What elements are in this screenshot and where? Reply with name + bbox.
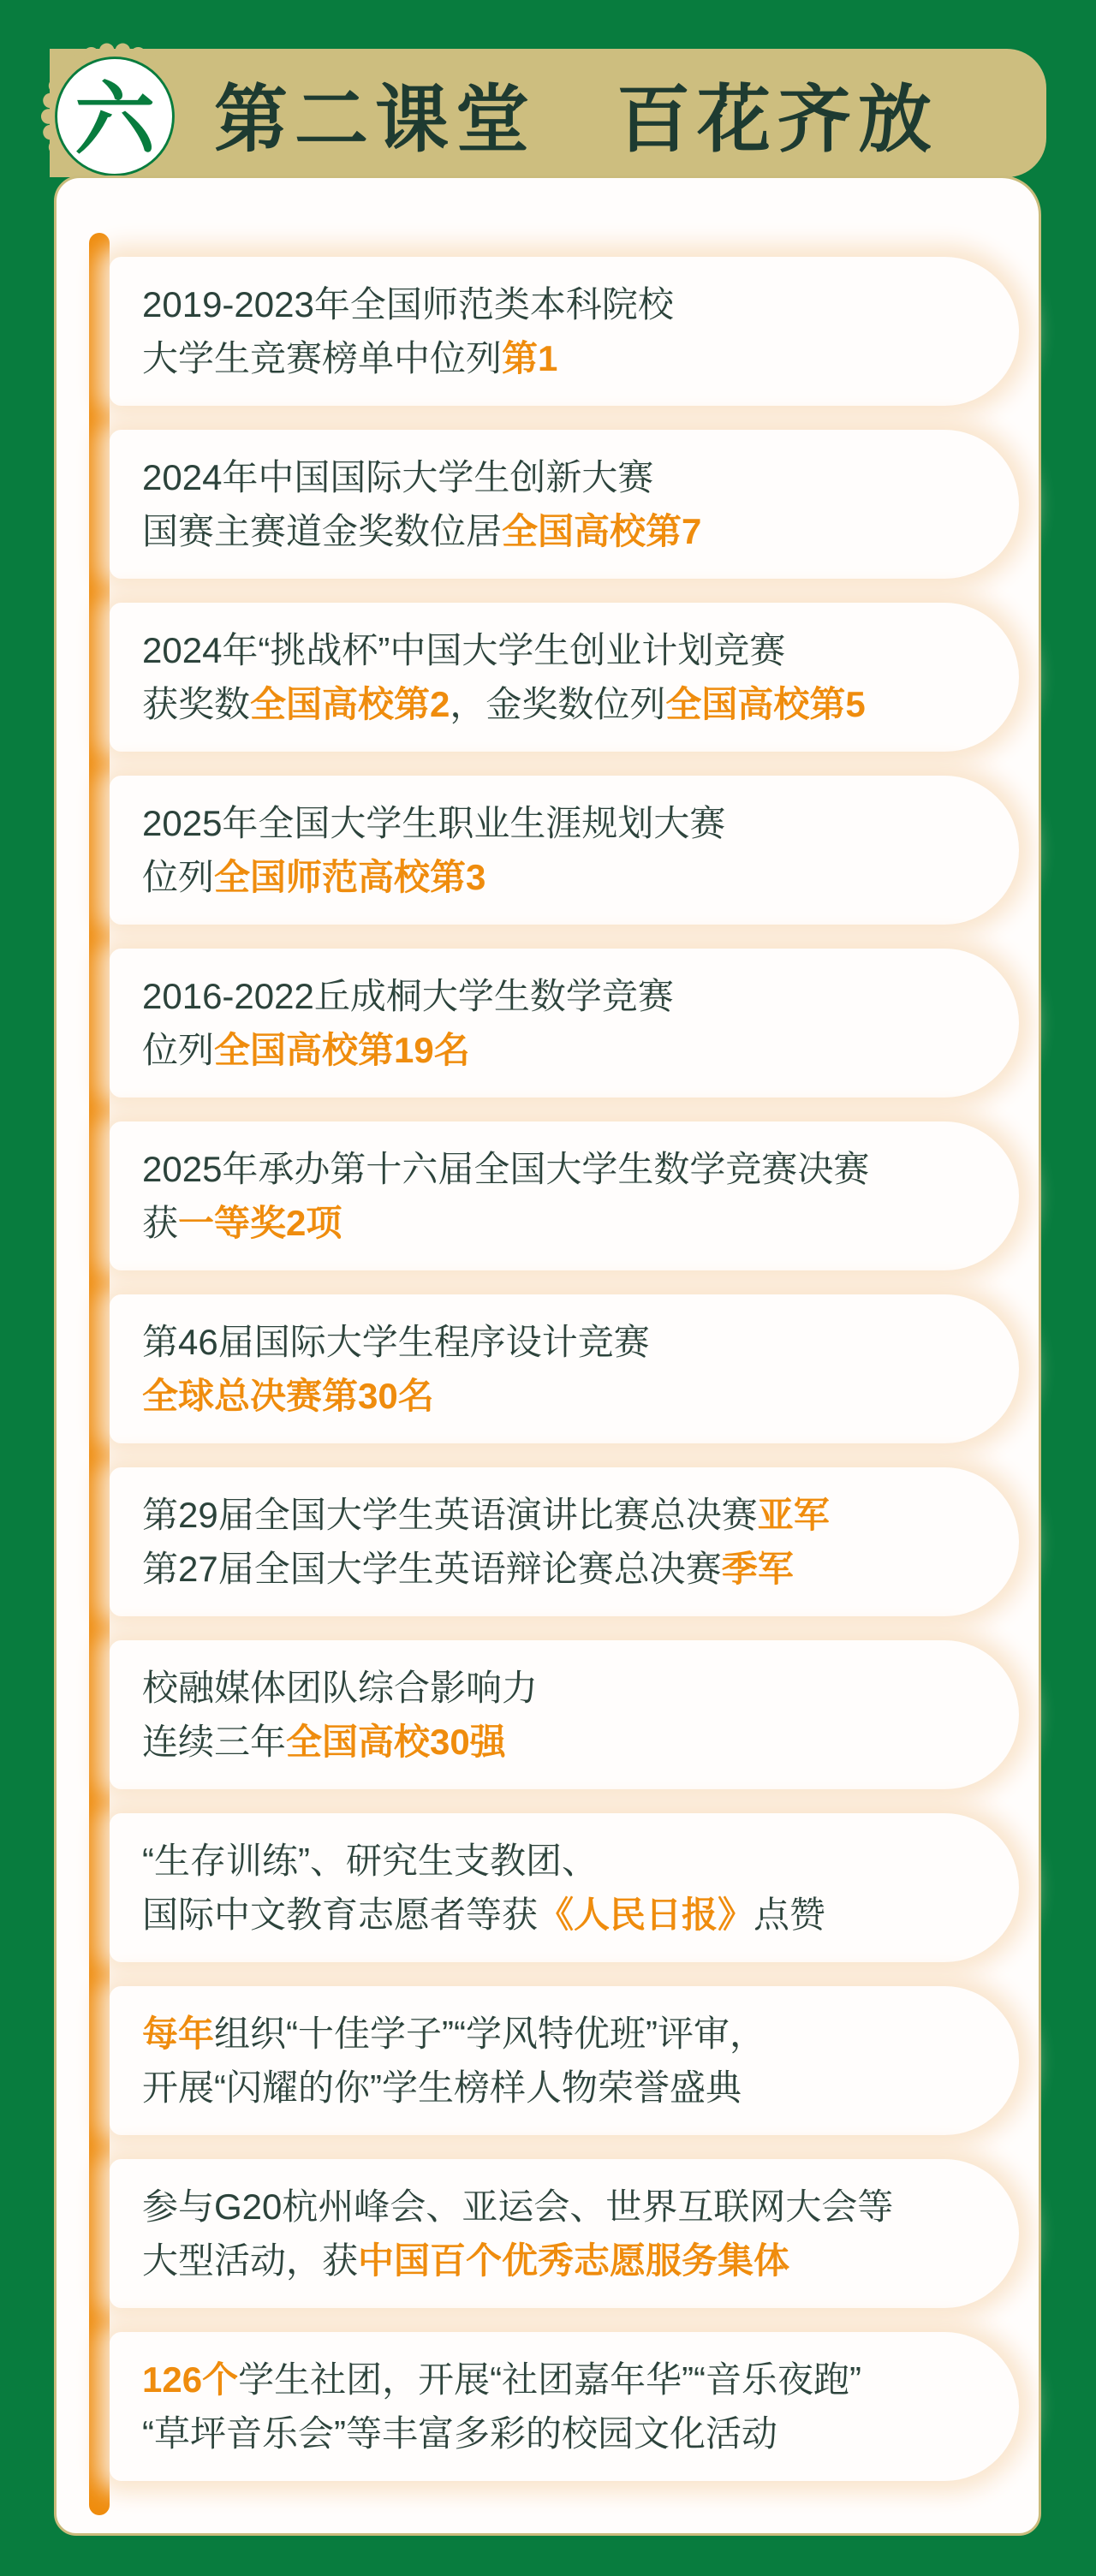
plain-text: 第27届全国大学生英语辩论赛总决赛 [142,1549,722,1589]
plain-text: 开展“闪耀的你”学生榜样人物荣誉盛典 [142,2067,742,2108]
plain-text: 2025年承办第十六届全国大学生数学竞赛决赛 [142,1149,870,1189]
card-line [142,677,1002,731]
plain-text: 获 [142,1203,179,1243]
card-line [142,1196,1002,1250]
highlight-text: 全球总决赛第30名 [142,1376,434,1416]
section-banner [50,49,1046,177]
highlight-text: 一等奖2项 [178,1203,342,1243]
highlight-text: 第1 [502,338,558,378]
highlight-text: 季军 [721,1549,794,1589]
card-line [142,1888,1002,1942]
plain-text: 学生社团，开展“社团嘉年华”“音乐夜跑” [238,2359,862,2400]
highlight-text: 中国百个优秀志愿服务集体 [358,2240,790,2281]
plain-text: 2025年全国大学生职业生涯规划大赛 [142,803,726,843]
plain-text: 组织“十佳学子”“学风特优班”评审， [214,2014,765,2054]
highlight-text: 全国高校第7 [502,511,702,551]
achievement-card [110,257,1019,406]
achievement-card [110,949,1019,1098]
card-line [142,2353,1002,2406]
achievement-card [110,1121,1019,1270]
card-line [142,1661,1002,1715]
highlight-text: 全国高校30强 [286,1722,506,1762]
card-line [142,1142,1002,1196]
highlight-text: 亚军 [757,1495,830,1535]
achievement-card [110,2159,1019,2308]
achievement-card [110,1467,1019,1616]
plain-text: 大型活动，获 [142,2240,359,2281]
achievement-card [110,2332,1019,2481]
card-line [142,2406,1002,2460]
card-line [142,1715,1002,1769]
card-line [142,277,1002,331]
plain-text: 2016-2022丘成桐大学生数学竞赛 [142,976,674,1016]
card-line [142,1834,1002,1888]
highlight-text: 全国师范高校第3 [214,857,486,897]
plain-text: 国际中文教育志愿者等获 [142,1895,539,1935]
card-line [142,2180,1002,2234]
plain-text: 点赞 [754,1895,826,1935]
card-line [142,969,1002,1023]
card-line [142,2061,1002,2115]
highlight-text: 全国高校第5 [665,684,866,724]
card-line [142,1542,1002,1596]
plain-text: “草坪音乐会”等丰富多彩的校园文化活动 [142,2413,777,2454]
section-number-badge [39,41,190,192]
card-line [142,1369,1002,1423]
achievement-card [110,1294,1019,1443]
card-line [142,1023,1002,1077]
plain-text: 连续三年 [142,1722,287,1762]
plain-text: 获奖数 [142,684,251,724]
plain-text: “生存训练”、研究生支教团、 [142,1841,598,1881]
plain-text: 校融媒体团队综合影响力 [142,1668,539,1708]
highlight-text: 《人民日报》 [538,1895,754,1935]
achievement-card [110,1813,1019,1962]
timeline-spine-bar [89,233,110,2515]
highlight-text: 全国高校第2 [250,684,450,724]
card-line [142,504,1002,558]
achievement-card [110,1986,1019,2135]
card-line [142,850,1002,904]
card-line [142,2007,1002,2061]
achievement-card [110,603,1019,752]
badge-number: 六 [74,72,155,167]
card-line [142,1315,1002,1369]
achievement-card [110,430,1019,579]
plain-text: 第29届全国大学生英语演讲比赛总决赛 [142,1495,758,1535]
plain-text: 参与G20杭州峰会、亚运会、世界互联网大会等 [142,2186,894,2227]
highlight-text: 全国高校第19名 [214,1030,470,1070]
plain-text: 位列 [142,857,215,897]
plain-text: 第46届国际大学生程序设计竞赛 [142,1322,650,1362]
plain-text: ，金奖数位列 [450,684,666,724]
achievement-list [110,257,1019,2481]
plain-text: 2024年“挑战杯”中国大学生创业计划竞赛 [142,630,786,670]
achievement-card [110,776,1019,925]
card-line [142,623,1002,677]
card-line [142,1488,1002,1542]
highlight-text: 每年 [142,2014,215,2054]
card-line [142,2234,1002,2287]
plain-text: 2024年中国国际大学生创新大赛 [142,457,654,497]
page-title: 第二课堂 百花齐放 [214,76,938,163]
plain-text: 位列 [142,1030,215,1070]
highlight-text: 126个 [142,2359,239,2400]
card-line [142,331,1002,385]
card-line [142,450,1002,504]
plain-text: 国赛主赛道金奖数位居 [142,511,503,551]
plain-text: 大学生竞赛榜单中位列 [142,338,503,378]
achievement-card [110,1640,1019,1789]
card-line [142,796,1002,850]
plain-text: 2019-2023年全国师范类本科院校 [142,284,674,324]
